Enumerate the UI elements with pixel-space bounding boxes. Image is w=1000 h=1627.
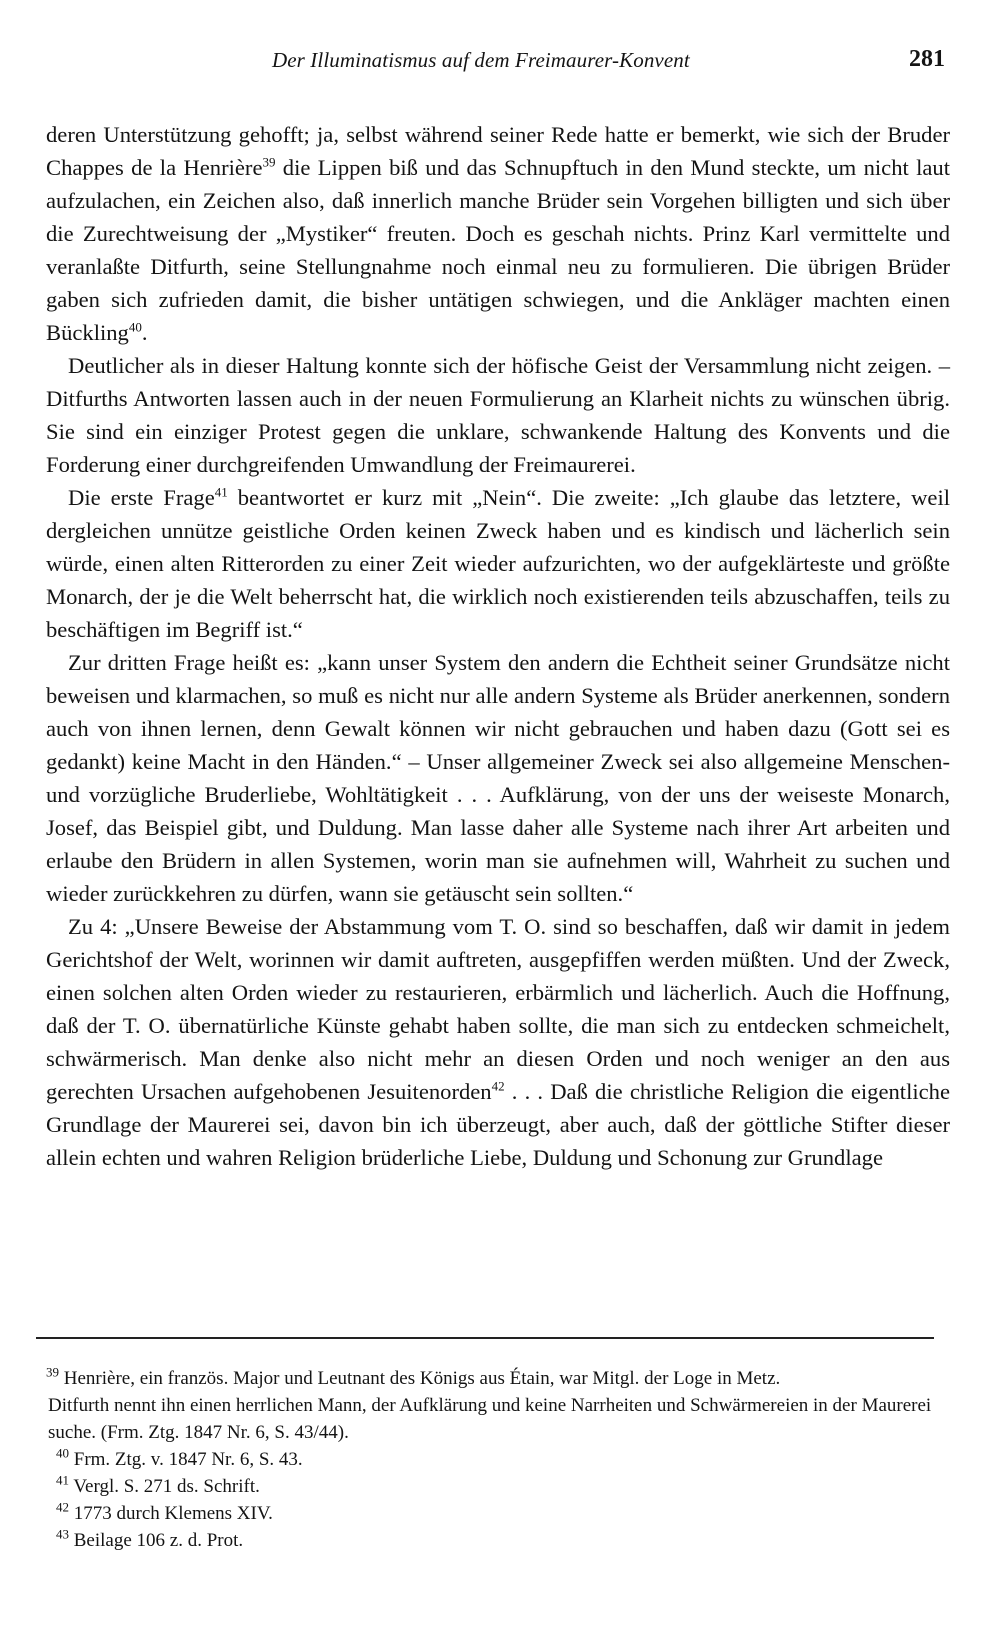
- footnote-number: 40: [56, 1445, 69, 1461]
- footnote-text: 1773 durch Klemens XIV.: [69, 1503, 273, 1524]
- paragraph-text: .: [141, 320, 148, 345]
- footnote: [46, 1446, 950, 1473]
- footnote-ref: 42: [491, 1078, 505, 1094]
- paragraph: [46, 646, 950, 910]
- footnote: [46, 1473, 950, 1500]
- paragraph-text: Deutlicher als in dieser Haltung konnte sich der höfische Geist der Versammlung nicht zeigen. – Ditfurths Antworten lassen auch in der neuen Formulierung an Klarheit nichts zu wünschen übrig. Sie sind ein einziger Protest gegen die unklare, schwankende Haltung des Konvents und die Forderung einer durchgreifenden Umwandlung der Freimaurerei.: [46, 353, 950, 477]
- page-number: 281: [909, 46, 945, 72]
- footnote-ref: 41: [214, 484, 228, 500]
- footnote-divider: [36, 1337, 934, 1339]
- body-text: [46, 118, 950, 1174]
- paragraph: [46, 118, 950, 349]
- footnote-number: 43: [56, 1526, 69, 1542]
- footnote-ref: 40: [128, 319, 142, 335]
- footnote-ref: 39: [262, 154, 276, 170]
- paragraph: [46, 910, 950, 1174]
- footnote-text: Frm. Ztg. v. 1847 Nr. 6, S. 43.: [69, 1449, 303, 1470]
- footnote: [46, 1527, 950, 1554]
- paragraph-text: beantwortet er kurz mit „Nein“. Die zweite: „Ich glaube das letztere, weil dergleichen unnütze geistliche Orden keinen Zweck haben und es kindisch und lächerlich sein würde, einen alten Ritterorden zu einer Zeit wieder aufzurichten, wo der aufgeklärteste und größte Monarch, der je die Welt beherrscht hat, die wirklich noch existierenden teils abzuschaffen, teils zu beschäftigen im Begriff ist.“: [46, 485, 951, 642]
- paragraph-text: Zu 4: „Unsere Beweise der Abstammung vom T. O. sind so beschaffen, daß wir damit in jedem Gerichtshof der Welt, worinnen wir damit auftreten, ausgepfiffen werden müßten. Und der Zweck, einen solchen alten Orden wieder zu restaurieren, erbärmlich und lächerlich. Auch die Hoffnung, daß der T. O. übernatürliche Künste gehabt haben sollte, die man sich zu entdecken schmeichelt, schwärmerisch. Man denke also nicht mehr an diesen Orden und noch weniger an den aus gerechten Ursachen aufgehobenen Jesuitenorden: [46, 914, 950, 1104]
- footnote: [46, 1500, 950, 1527]
- footnote-number: 41: [56, 1472, 69, 1488]
- paragraph-text: die Lippen biß und das Schnupftuch in den Mund steckte, um nicht laut aufzulachen, ein Zeichen also, daß innerlich manche Brüder sein Vorgehen billigten und sich über die Zurechtweisung der „Mystiker“ freuten. Doch es geschah nichts. Prinz Karl vermittelte und veranlaßte Ditfurth, seine Stellungnahme noch einmal neu zu formulieren. Die übrigen Brüder gaben sich zufrieden damit, die bisher untätigen schwiegen, und die Ankläger machten einen Bückling: [46, 155, 950, 345]
- paragraph-text: Zur dritten Frage heißt es: „kann unser System den andern die Echtheit seiner Grundsätze nicht beweisen und klarmachen, so muß es nicht nur alle andern Systeme als Brüder anerkennen, sondern auch von ihnen lernen, denn Gewalt können wir nicht gebrauchen und haben dazu (Gott sei es gedankt) keine Macht in den Händen.“ – Unser allgemeiner Zweck sei also allgemeine Menschen- und vorzügliche Bruderliebe, Wohltätigkeit . . . Aufklärung, von der uns der weiseste Monarch, Josef, das Beispiel gibt, und Duldung. Man lasse daher alle Systeme nach ihrer Art arbeiten und erlaube den Brüdern in allen Systemen, worin man sie aufnehmen will, Wahrheit zu suchen und wieder zurückkehren zu dürfen, wann sie getäuscht sein sollten.“: [46, 650, 950, 906]
- footnote-continuation: [46, 1392, 950, 1446]
- paragraph: [46, 481, 950, 646]
- footnote-text: Ditfurth nennt ihn einen herrlichen Mann, der Aufklärung und keine Narrheiten und Schwärmereien in der Maurerei suche. (Frm. Ztg. 1847 Nr. 6, S. 43/44).: [48, 1395, 932, 1443]
- footnote-number: 39: [46, 1364, 59, 1380]
- footnotes: [46, 1365, 950, 1554]
- running-title: Der Illuminatismus auf dem Freimaurer-Konvent: [272, 48, 690, 72]
- paragraph-text: deren Unterstützung gehofft; ja, selbst während seiner Rede hatte er bemerkt, wie sich der Bruder Chappes de la Henrière: [46, 122, 950, 180]
- footnote-number: 42: [56, 1499, 69, 1515]
- paragraph: [46, 349, 950, 481]
- footnote-text: Henrière, ein französ. Major und Leutnant des Königs aus Étain, war Mitgl. der Loge in Metz.: [59, 1368, 781, 1389]
- paragraph-text: . . . Daß die christliche Religion die eigentliche Grundlage der Maurerei sei, davon bin ich überzeugt, aber auch, daß der göttliche Stifter dieser allein echten und wahren Religion brüderliche Liebe, Duldung und Schonung zur Grundlage: [46, 1079, 950, 1170]
- paragraph-text: Die erste Frage: [68, 485, 215, 510]
- footnote-text: Beilage 106 z. d. Prot.: [69, 1530, 244, 1551]
- running-header: [0, 46, 1000, 82]
- footnote-text: Vergl. S. 271 ds. Schrift.: [69, 1476, 260, 1497]
- footnote: [46, 1365, 950, 1392]
